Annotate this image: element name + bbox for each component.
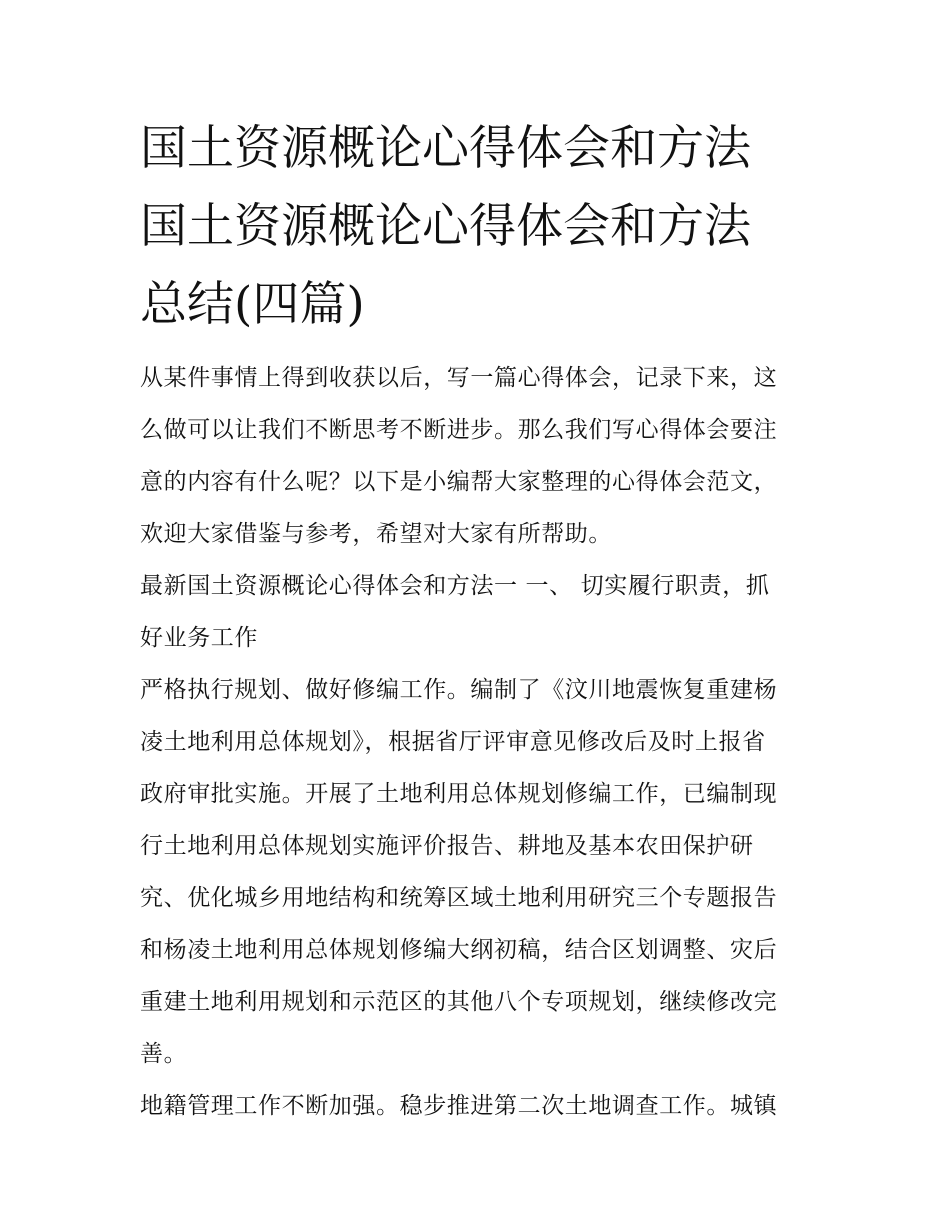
title-line-3: 总结(四篇) [140,277,365,332]
paragraph-line: 重建土地利用规划和示范区的其他八个专项规划，继续修改完 [140,989,778,1015]
document-title [140,110,812,344]
paragraph-line: 意的内容有什么呢？以下是小编帮大家整理的心得体会范文， [140,469,778,495]
paragraph-line: 究、优化城乡用地结构和统筹区域土地利用研究三个专题报告 [140,885,778,911]
paragraph-line: 凌土地利用总体规划》，根据省厅评审意见修改后及时上报省 [140,729,766,755]
paragraph-line: 和杨凌土地利用总体规划修编大纲初稿，结合区划调整、灾后 [140,937,778,963]
cadastral-paragraph [140,1080,812,1132]
paragraph-line: 好业务工作 [140,625,258,651]
document-page [140,110,812,1132]
paragraph-line: 地籍管理工作不断加强。稳步推进第二次土地调查工作。城镇 [140,1093,778,1119]
paragraph-line: 严格执行规划、做好修编工作。编制了《汶川地震恢复重建杨 [140,677,778,703]
paragraph-line: 最新国土资源概论心得体会和方法一 一、 切实履行职责，抓 [140,573,770,599]
paragraph-line: 从某件事情上得到收获以后，写一篇心得体会，记录下来，这 [140,365,778,391]
paragraph-line: 行土地利用总体规划实施评价报告、耕地及基本农田保护研 [140,833,754,859]
paragraph-line: 政府审批实施。开展了土地利用总体规划修编工作，已编制现 [140,781,778,807]
planning-paragraph [140,664,812,1080]
paragraph-line: 么做可以让我们不断思考不断进步。那么我们写心得体会要注 [140,417,778,443]
section-heading-paragraph [140,560,812,664]
intro-paragraph [140,352,812,560]
paragraph-line: 善。 [140,1041,188,1067]
paragraph-line: 欢迎大家借鉴与参考，希望对大家有所帮助。 [140,521,612,547]
title-line-2: 国土资源概论心得体会和方法 [140,199,751,254]
title-line-1: 国土资源概论心得体会和方法 [140,121,751,176]
